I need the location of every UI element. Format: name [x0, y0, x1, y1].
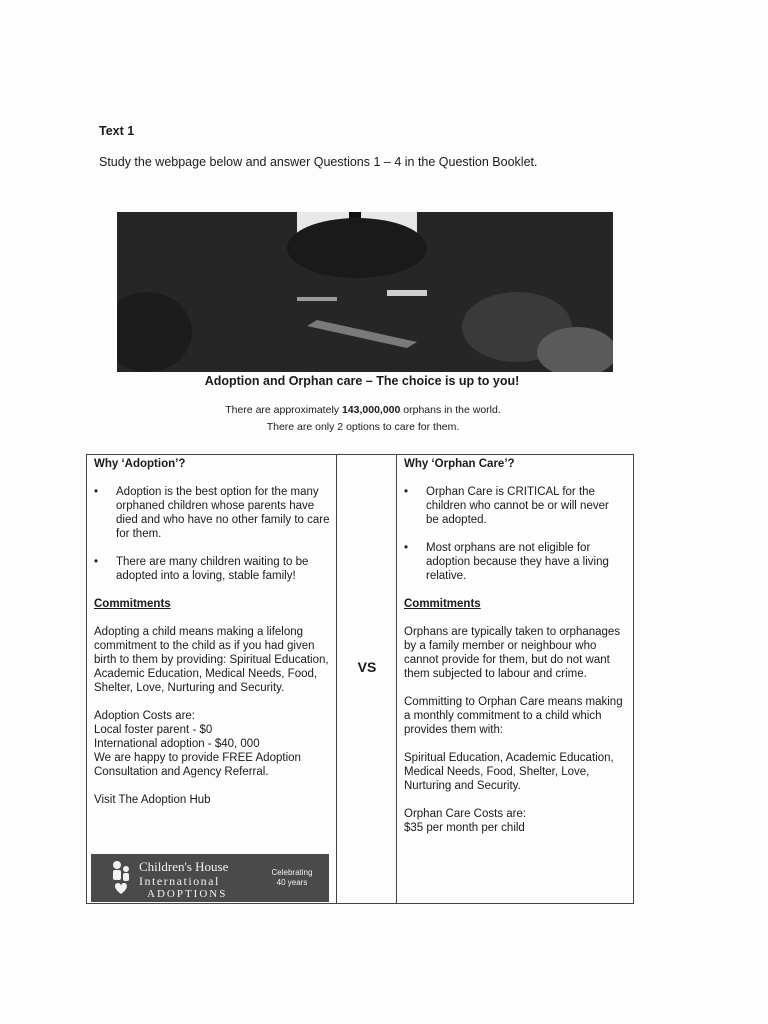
free-offer: We are happy to provide FREE Adoption Consultation and Agency Referral. — [94, 752, 301, 778]
people-heart-icon — [109, 860, 133, 901]
adoption-bullets — [94, 485, 332, 583]
page-heading: Text 1 — [99, 124, 135, 138]
comparison-table — [86, 454, 634, 904]
column-divider — [336, 455, 337, 903]
orphan-care-commitments-title: Commitments — [404, 598, 481, 610]
instruction-text: Study the webpage below and answer Questions 1 – 4 in the Question Booklet. — [99, 155, 538, 169]
list-item: • There are many children waiting to be adopted into a loving, stable family! — [94, 555, 332, 583]
column-divider — [396, 455, 397, 903]
list-item: • Most orphans are not eligible for adoption because they have a living relative. — [404, 541, 624, 583]
adoption-commitments-text: Adopting a child means making a lifelong commitment to the child as if you had given birth to them by providing: Spiritual Education, Academic Education, Medical Needs, Food, Shelter, Love, Nurturing and Security. — [94, 626, 329, 694]
orphan-care-column — [404, 455, 624, 835]
orphan-care-costs-title: Orphan Care Costs are: — [404, 808, 527, 820]
cost-local: Local foster parent - $0 — [94, 724, 213, 736]
hero-caption: Adoption and Orphan care – The choice is up to you! — [204, 374, 520, 388]
adoption-costs-title: Adoption Costs are: — [94, 710, 196, 722]
logo-line1: Children's House — [139, 859, 229, 874]
adoption-title: Why ‘Adoption’? — [94, 458, 186, 470]
childrens-house-logo[interactable] — [91, 854, 329, 902]
logo-line2: International — [139, 874, 220, 888]
orphan-care-bullets — [404, 485, 624, 583]
orphan-care-committing-text: Committing to Orphan Care means making a monthly commitment to a child which provides them with: — [404, 696, 623, 736]
cost-international: International adoption - $40, 000 — [94, 738, 260, 750]
orphan-count: 143,000,000 — [341, 404, 401, 416]
orphan-care-title: Why ‘Orphan Care’? — [404, 458, 515, 470]
adoption-column — [94, 455, 332, 807]
adoption-commitments-title: Commitments — [94, 598, 171, 610]
orphan-care-commitments-text: Orphans are typically taken to orphanages by a family member or neighbour who cannot provide for them, but do not want them subjected to labour and crime. — [404, 626, 621, 680]
vs-label: VS — [357, 659, 377, 675]
hero-photo — [117, 212, 613, 372]
orphan-care-cost-monthly: $35 per month per child — [404, 822, 525, 834]
visit-link[interactable]: Visit The Adoption Hub — [94, 794, 211, 806]
intro-text: There are approximately 143,000,000 orphans in the world. There are only 2 options to care for them. — [225, 404, 501, 433]
logo-line3: ADOPTIONS — [147, 888, 228, 900]
orphan-care-provides-text: Spiritual Education, Academic Education, Medical Needs, Food, Shelter, Love, Nurturing and Security. — [404, 752, 614, 792]
celebrating-badge: Celebrating 40 years — [271, 868, 313, 887]
list-item: • Orphan Care is CRITICAL for the children who cannot be or will never be adopted. — [404, 485, 624, 527]
list-item: • Adoption is the best option for the many orphaned children whose parents have died and who have no other family to care for them. — [94, 485, 332, 541]
